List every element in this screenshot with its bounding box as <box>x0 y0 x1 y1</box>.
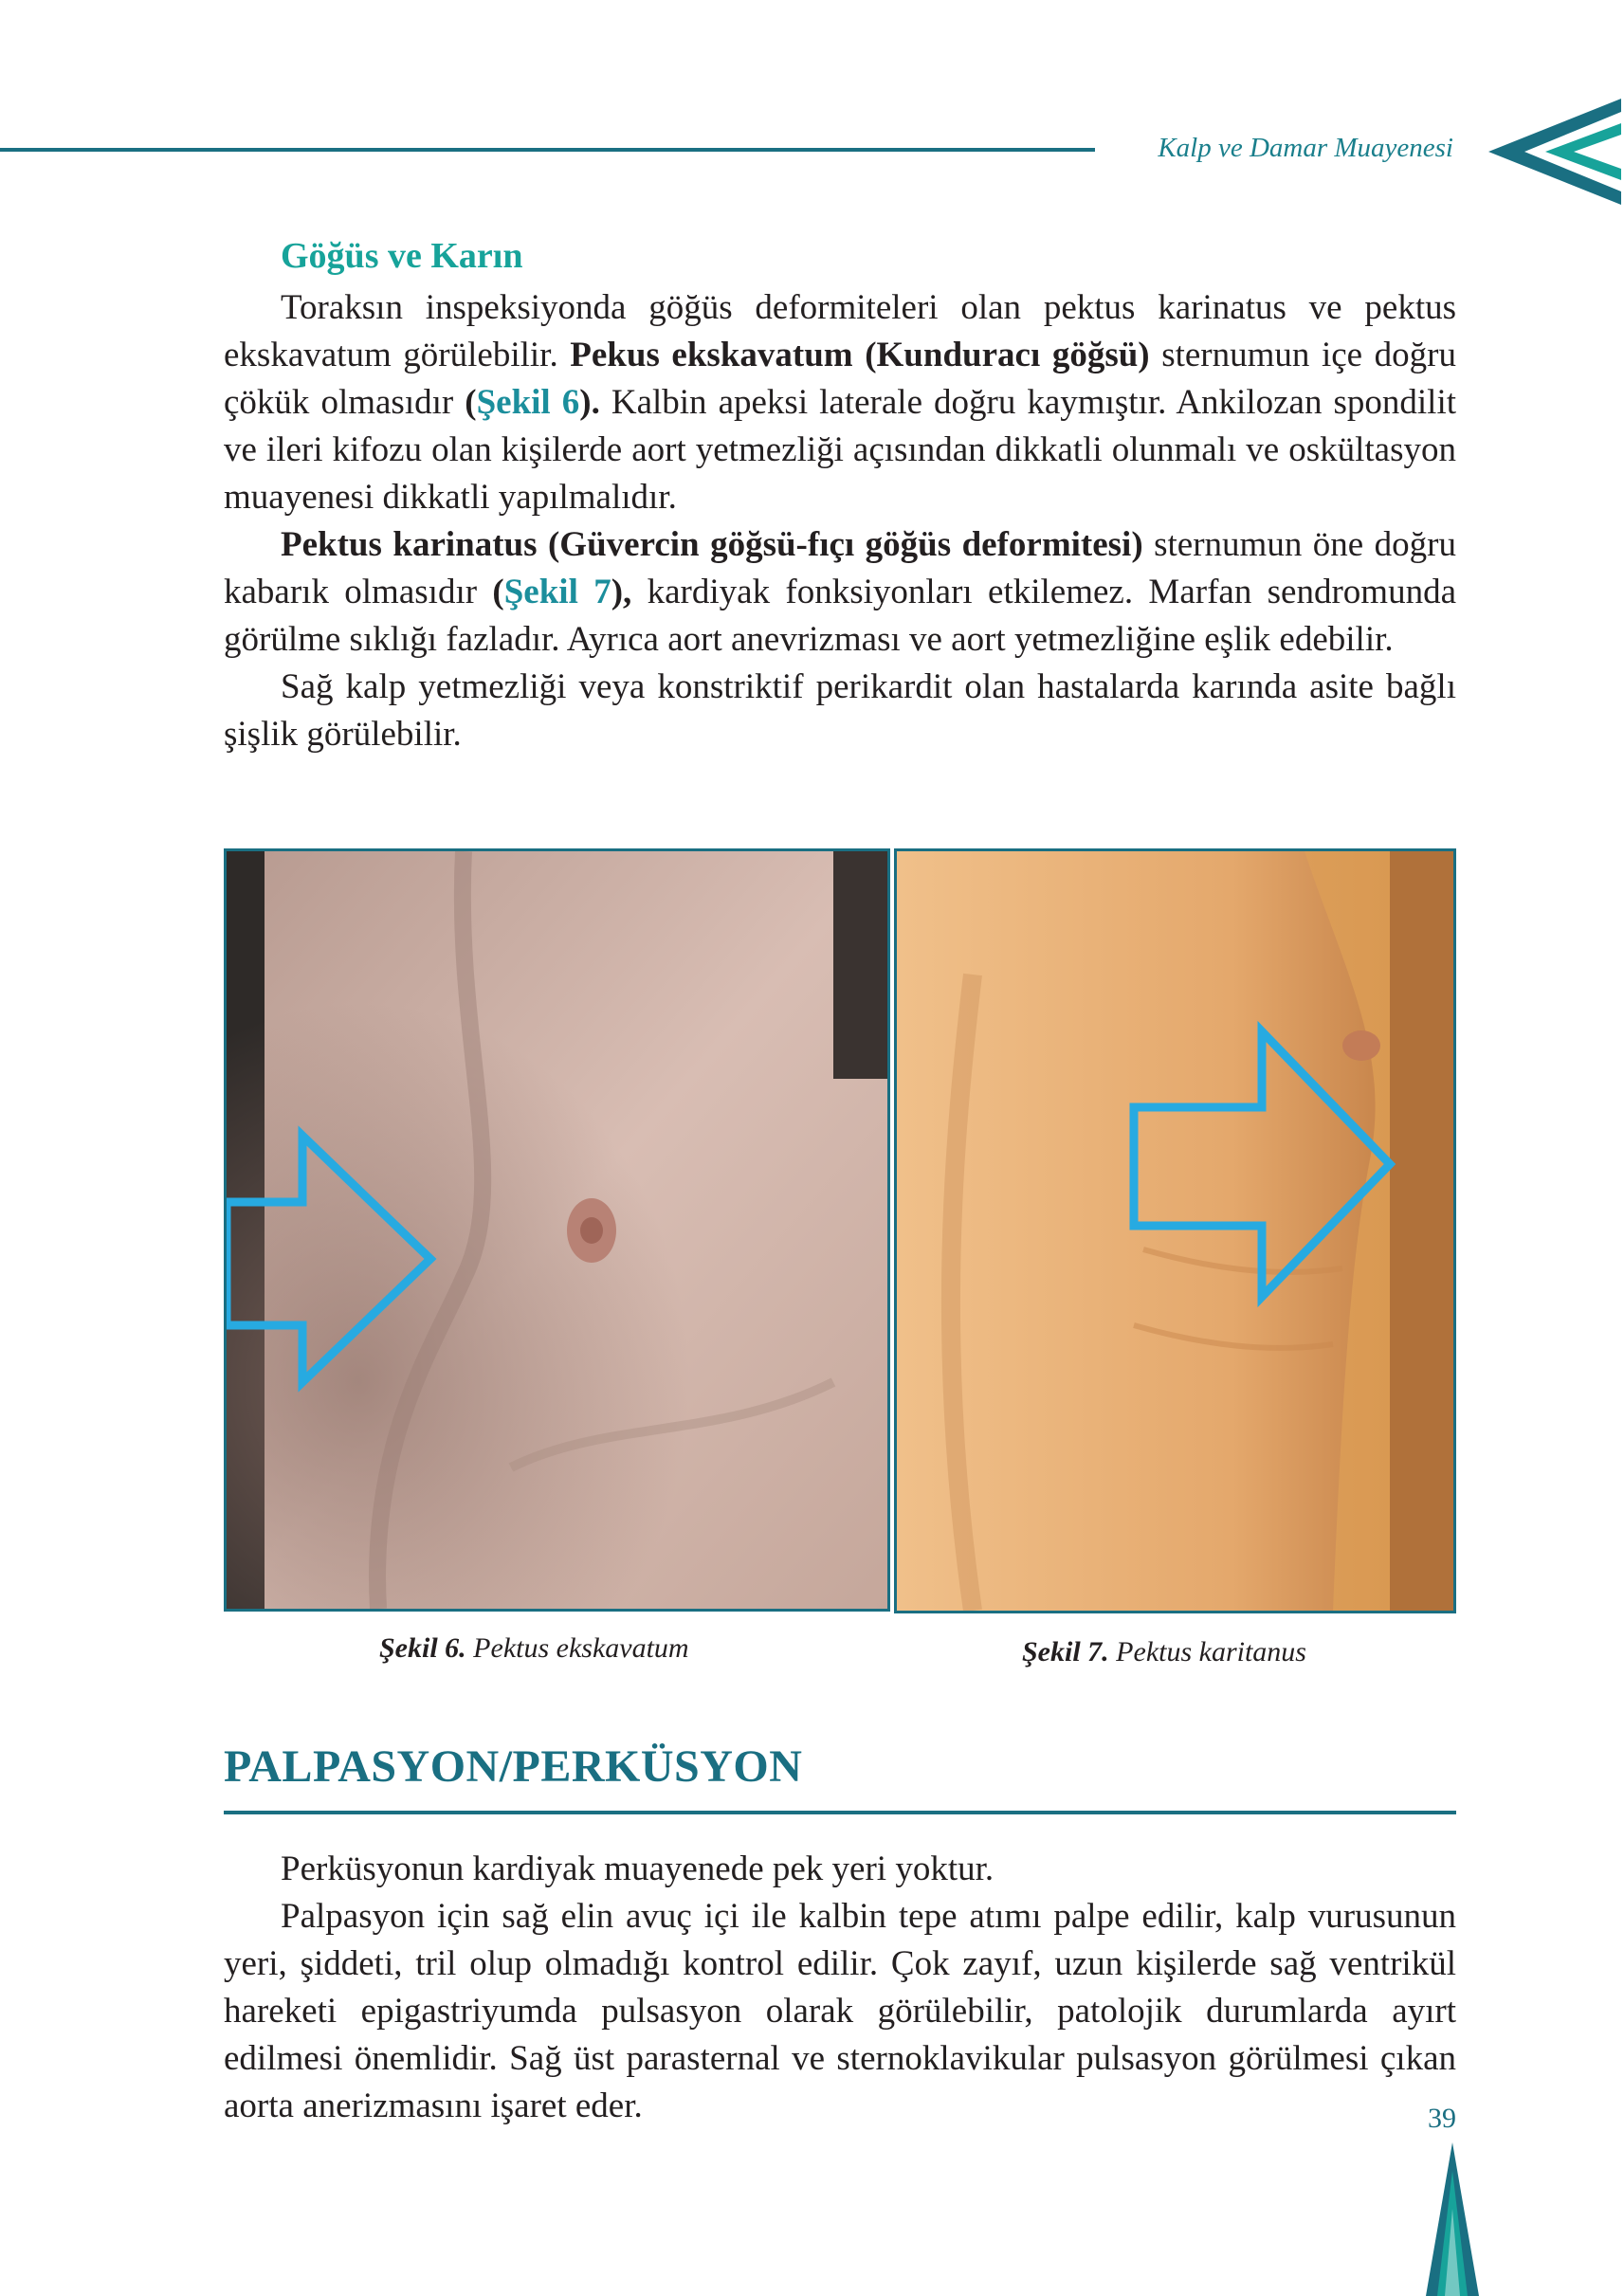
running-header-title: Kalp ve Damar Muayenesi <box>1158 133 1453 163</box>
pectus-excavatum-illustration <box>227 851 887 1609</box>
section-body <box>224 284 1456 758</box>
pectus-carinatus-illustration <box>897 851 1453 1611</box>
palpation-heading: PALPASYON/PERKÜSYON <box>224 1741 803 1792</box>
palpation-paragraph-1: Perküsyonun kardiyak muayenede pek yeri yoktur. <box>281 1850 994 1888</box>
figure-6-caption: Şekil 6. Pektus ekskavatum <box>379 1632 689 1664</box>
chevron-left-icon <box>1479 99 1621 205</box>
figure-ref-7[interactable]: Şekil 7 <box>503 573 611 611</box>
paragraph-2: Pektus karinatus (Güvercin göğsü-fıçı göğüs deformitesi) sternumun öne doğru kabarık olmasıdır (Şekil 7), kardiyak fonksiyonları etkilemez. Marfan sendromunda görülme sıklığı fazladır. Ayrıca aort anevrizması ve aort yetmezliğine eşlik edebilir. <box>224 525 1457 659</box>
palpation-paragraph-2: Palpasyon için sağ elin avuç içi ile kalbin tepe atımı palpe edilir, kalp vurusunun yeri, şiddeti, tril olup olmadığı kontrol edilir. Çok zayıf, uzun kişilerde sağ ventrikül hareketi epigastriyumda pulsasyon olarak görülebilir, patolojik durumlarda ayırt edilmesi önemlidir. Sağ üst parasternal ve sternoklavikular pulsasyon görülmesi çıkan aorta anerizmasını işaret eder. <box>224 1897 1456 2125</box>
figure-6-photo <box>224 848 890 1612</box>
palpation-body <box>224 1846 1456 2130</box>
paragraph-1: Toraksın inspeksiyonda göğüs deformiteleri olan pektus karinatus ve pektus ekskavatum görülebilir. Pekus ekskavatum (Kunduracı göğsü) sternumun içe doğru çökük olmasıdır (Şekil 6). Kalbin apeksi laterale doğru kaymıştır. Ankilozan spondilit ve ileri kifozu olan kişilerde aort yetmezliği açısından dikkatli olunmalı ve oskültasyon muayenesi dikkatli yapılmalıdır. <box>224 288 1457 517</box>
section-title: Göğüs ve Karın <box>281 236 523 276</box>
figure-7-photo <box>894 848 1456 1613</box>
figure-ref-6[interactable]: Şekil 6 <box>476 383 580 422</box>
heading-rule <box>224 1811 1456 1814</box>
figure-7-caption: Şekil 7. Pektus karitanus <box>1022 1636 1306 1667</box>
page-number: 39 <box>1428 2103 1456 2134</box>
spire-icon <box>1426 2142 1479 2296</box>
paragraph-3: Sağ kalp yetmezliği veya konstriktif perikardit olan hastalarda karında asite bağlı şişlik görülebilir. <box>224 667 1456 754</box>
header-rule <box>0 148 1095 152</box>
